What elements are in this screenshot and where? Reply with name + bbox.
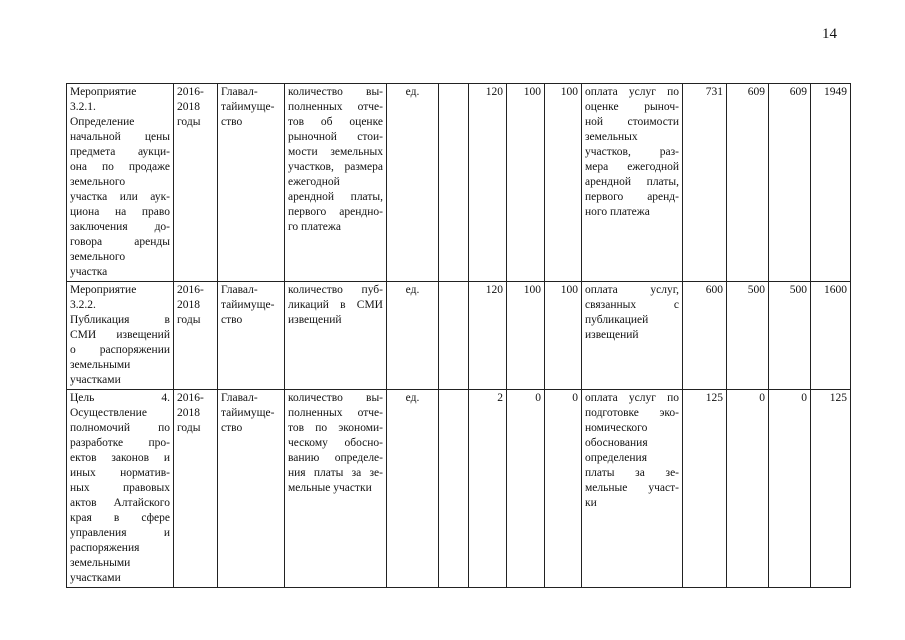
executor-cell-line: ство	[221, 422, 243, 434]
measure-name-cell	[67, 282, 174, 390]
measure-name-cell	[67, 390, 174, 588]
expense-cell-line: оплата услуг по	[585, 86, 679, 98]
indicator-cell-line: количество вы-	[288, 86, 383, 98]
indicator-cell-line: тов по экономи-	[288, 422, 383, 434]
measure-name-cell-line: участками	[70, 572, 121, 584]
executor-cell-line: Главал-	[221, 284, 258, 296]
executor-cell	[218, 282, 285, 390]
measure-name-cell-line: начальной цены	[70, 131, 170, 143]
indicator-cell-line: полненных отче-	[288, 407, 383, 419]
expense-cell-line: ного платежа	[585, 206, 650, 218]
period-cell	[174, 390, 218, 588]
expense-cell-line: платы за зе-	[585, 467, 679, 479]
unit-cell: ед.	[387, 282, 439, 390]
indicator-value-2016-cell: 120	[469, 84, 507, 282]
measure-name-cell-line: Мероприятие	[70, 86, 137, 98]
expense-cell	[582, 84, 683, 282]
executor-cell-line: Главал-	[221, 392, 258, 404]
measure-name-cell-line: Цель 4.	[70, 392, 170, 404]
measure-name-cell-line: земельного	[70, 251, 126, 263]
expense-cell-line: ки	[585, 497, 597, 509]
expense-cell-line: мельные участ-	[585, 482, 679, 494]
executor-cell	[218, 84, 285, 282]
measure-name-cell-line: земельными	[70, 359, 131, 371]
expense-cell-line: связанных с	[585, 299, 679, 311]
measure-name-cell-line: циона на право	[70, 206, 170, 218]
measure-name-cell-line: о распоряжении	[70, 344, 170, 356]
executor-cell-line: тайимуще-	[221, 299, 275, 311]
funding-total-cell: 1600	[811, 282, 851, 390]
indicator-value-2017-cell: 100	[507, 84, 545, 282]
expense-cell-line: номического	[585, 422, 648, 434]
measure-name-cell-line: говора аренды	[70, 236, 170, 248]
period-cell-line: 2018	[177, 407, 200, 419]
measure-name-cell-line: края в сфере	[70, 512, 170, 524]
indicator-value-2016-cell: 120	[469, 282, 507, 390]
measure-name-cell-line: участка	[70, 266, 108, 278]
indicator-cell-line: ческому обосно-	[288, 437, 383, 449]
funding-2018-cell: 500	[769, 282, 811, 390]
indicator-cell-line: количество вы-	[288, 392, 383, 404]
period-cell-line: годы	[177, 422, 201, 434]
expense-cell-line: первого аренд-	[585, 191, 679, 203]
funding-total-cell: 1949	[811, 84, 851, 282]
funding-2018-cell: 609	[769, 84, 811, 282]
expense-cell-line: участков, раз-	[585, 146, 679, 158]
measure-name-cell-line: она по продаже	[70, 161, 170, 173]
measure-name-cell-line: иных норматив-	[70, 467, 170, 479]
period-cell-line: годы	[177, 314, 201, 326]
measure-name-cell-line: земельного	[70, 176, 126, 188]
period-cell-line: 2016-	[177, 86, 204, 98]
expense-cell-line: оплата услуг по	[585, 392, 679, 404]
indicator-cell	[285, 282, 387, 390]
expense-cell-line: обоснования	[585, 437, 648, 449]
funding-2017-cell: 609	[727, 84, 769, 282]
period-cell-line: 2018	[177, 101, 200, 113]
expense-cell-line: публикацией	[585, 314, 649, 326]
measure-name-cell-line: Определение	[70, 116, 135, 128]
measure-name-cell-line: Мероприятие	[70, 284, 137, 296]
period-cell-line: годы	[177, 116, 201, 128]
measure-name-cell-line: ектов законов и	[70, 452, 170, 464]
funding-2016-cell: 125	[683, 390, 727, 588]
table-row	[67, 390, 851, 588]
indicator-cell	[285, 84, 387, 282]
expense-cell-line: извещений	[585, 329, 639, 341]
empty-cell	[439, 282, 469, 390]
expense-cell-line: подготовке эко-	[585, 407, 679, 419]
indicator-value-2018-cell: 0	[545, 390, 582, 588]
period-cell	[174, 282, 218, 390]
measure-name-cell-line: 3.2.2.	[70, 299, 96, 311]
executor-cell	[218, 390, 285, 588]
table-row	[67, 84, 851, 282]
page-number: 14	[822, 26, 837, 42]
period-cell-line: 2018	[177, 299, 200, 311]
indicator-cell-line: ния платы за зе-	[288, 467, 383, 479]
measure-name-cell-line: Публикация в	[70, 314, 170, 326]
measure-name-cell-line: участка или аук-	[70, 191, 170, 203]
expense-cell	[582, 282, 683, 390]
indicator-value-2018-cell: 100	[545, 84, 582, 282]
indicator-value-2017-cell: 100	[507, 282, 545, 390]
indicator-cell	[285, 390, 387, 588]
executor-cell-line: ство	[221, 116, 243, 128]
indicator-cell-line: рыночной стои-	[288, 131, 383, 143]
indicator-cell-line: мельные участки	[288, 482, 372, 494]
measure-name-cell-line: распоряжения	[70, 542, 140, 554]
measure-name-cell-line: 3.2.1.	[70, 101, 96, 113]
measure-name-cell-line: предмета аукци-	[70, 146, 170, 158]
table-row	[67, 282, 851, 390]
indicator-cell-line: извещений	[288, 314, 342, 326]
funding-2017-cell: 500	[727, 282, 769, 390]
indicator-cell-line: тов об оценке	[288, 116, 383, 128]
expense-cell-line: оценке рыноч-	[585, 101, 679, 113]
indicator-cell-line: арендной платы,	[288, 191, 383, 203]
period-cell	[174, 84, 218, 282]
expense-cell-line: оплата услуг,	[585, 284, 679, 296]
measure-name-cell-line: управления и	[70, 527, 170, 539]
period-cell-line: 2016-	[177, 284, 204, 296]
funding-2016-cell: 731	[683, 84, 727, 282]
measure-name-cell-line: разработке про-	[70, 437, 170, 449]
executor-cell-line: Главал-	[221, 86, 258, 98]
executor-cell-line: тайимуще-	[221, 407, 275, 419]
indicator-cell-line: участков, размера	[288, 161, 383, 173]
expense-cell-line: ной стоимости	[585, 116, 679, 128]
measure-name-cell-line: актов Алтайского	[70, 497, 170, 509]
unit-cell: ед.	[387, 390, 439, 588]
indicator-value-2016-cell: 2	[469, 390, 507, 588]
measure-name-cell-line: участками	[70, 374, 121, 386]
indicator-cell-line: полненных отче-	[288, 101, 383, 113]
funding-total-cell: 125	[811, 390, 851, 588]
expense-cell-line: арендной платы,	[585, 176, 679, 188]
indicator-cell-line: ванию определе-	[288, 452, 383, 464]
indicator-cell-line: го платежа	[288, 221, 341, 233]
measure-name-cell-line: ных правовых	[70, 482, 170, 494]
funding-2018-cell: 0	[769, 390, 811, 588]
measure-name-cell-line: СМИ извещений	[70, 329, 170, 341]
measure-name-cell-line: земельными	[70, 557, 131, 569]
indicator-cell-line: первого арендно-	[288, 206, 383, 218]
expense-cell-line: мера ежегодной	[585, 161, 679, 173]
funding-2016-cell: 600	[683, 282, 727, 390]
unit-cell: ед.	[387, 84, 439, 282]
indicator-cell-line: ликаций в СМИ	[288, 299, 383, 311]
empty-cell	[439, 390, 469, 588]
funding-2017-cell: 0	[727, 390, 769, 588]
measure-name-cell-line: полномочий по	[70, 422, 170, 434]
executor-cell-line: ство	[221, 314, 243, 326]
indicator-cell-line: количество пуб-	[288, 284, 383, 296]
measure-name-cell	[67, 84, 174, 282]
empty-cell	[439, 84, 469, 282]
indicator-value-2018-cell: 100	[545, 282, 582, 390]
indicator-value-2017-cell: 0	[507, 390, 545, 588]
expense-cell	[582, 390, 683, 588]
executor-cell-line: тайимуще-	[221, 101, 275, 113]
expense-cell-line: определения	[585, 452, 648, 464]
period-cell-line: 2016-	[177, 392, 204, 404]
indicator-cell-line: мости земельных	[288, 146, 383, 158]
measure-name-cell-line: Осуществление	[70, 407, 147, 419]
indicator-cell-line: ежегодной	[288, 176, 340, 188]
program-table	[66, 83, 851, 588]
expense-cell-line: земельных	[585, 131, 638, 143]
measure-name-cell-line: заключения до-	[70, 221, 170, 233]
